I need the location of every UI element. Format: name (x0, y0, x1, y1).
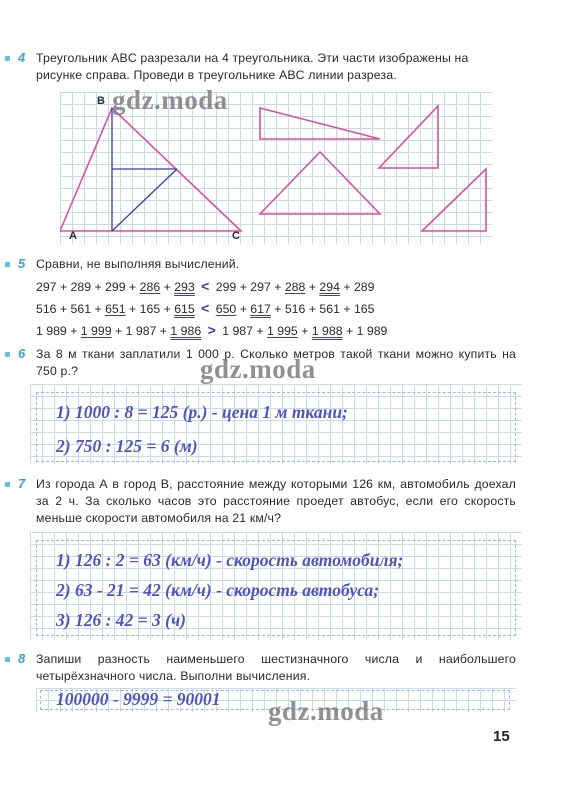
task-marker (5, 352, 10, 357)
solution-line: 3) 126 : 42 = 3 (ч) (56, 610, 186, 630)
solution-line: 2) 750 : 125 = 6 (м) (56, 436, 198, 456)
watermark: gdz.moda (200, 354, 316, 384)
task-text: Сравни, не выполняя вычислений. (36, 257, 240, 271)
task-text: Запиши разность наименьшего шестизначного числа и наибольшего четырёхзначного числа. Выполни вычисления. (36, 652, 516, 683)
vertex-label-c: C (232, 230, 240, 242)
page-number: 15 (493, 728, 510, 745)
comparison-sign: < (201, 300, 210, 316)
task-number: 5 (18, 256, 26, 271)
task-text: Из города А в город В, расстояние между которыми 126 км, автомобиль доехал за 2 ч. За сколько часов это расстояние проедет автобус, если его скорость меньше скорости автомобиля на 21 км/ч? (36, 477, 516, 525)
solution-line: 2) 63 - 21 = 42 (км/ч) - скорость автобуса; (56, 580, 380, 600)
watermark: gdz.moda (112, 85, 228, 115)
task-number: 6 (18, 346, 26, 361)
comparison-row: 516 + 561 + 651 + 165 + 615 < 650 + 617 + 516 + 561 + 165 (36, 300, 375, 316)
piece-triangle (260, 108, 380, 139)
task-text: За 8 м ткани заплатили 1 000 р. Сколько метров такой ткани можно купить на 750 р.? (36, 347, 516, 378)
vertex-label-b: B (97, 95, 105, 107)
task-number: 4 (18, 50, 26, 65)
vertex-label-a: A (69, 230, 77, 242)
task-marker (5, 657, 10, 662)
task-number: 8 (18, 651, 26, 666)
task-marker (5, 262, 10, 267)
cut-line (112, 169, 177, 231)
solution-line: 100000 - 9999 = 90001 (56, 689, 221, 709)
task-marker (5, 56, 10, 61)
comparison-row: 1 989 + 1 999 + 1 987 + 1 986 > 1 987 + 1 995 + 1 988 + 1 989 (36, 322, 388, 338)
solution-line: 1) 1000 : 8 = 125 (р.) - цена 1 м ткани; (56, 402, 348, 422)
task-number: 7 (18, 476, 26, 491)
piece-triangle (422, 169, 486, 231)
comparison-row: 297 + 289 + 299 + 286 + 293 < 299 + 297 + 288 + 294 + 289 (36, 278, 375, 294)
comparison-sign: > (207, 322, 216, 338)
piece-triangle (379, 106, 438, 168)
task-marker (5, 482, 10, 487)
solution-line: 1) 126 : 2 = 63 (км/ч) - скорость автомобиля; (56, 550, 404, 570)
piece-triangle (260, 152, 380, 214)
task-text: Треугольник ABC разрезали на 4 треугольника. Эти части изображены на рисунке справа. Проведи в треугольнике ABC линии разреза. (36, 51, 469, 82)
watermark: gdz.moda (268, 696, 384, 726)
comparison-sign: < (201, 278, 210, 294)
